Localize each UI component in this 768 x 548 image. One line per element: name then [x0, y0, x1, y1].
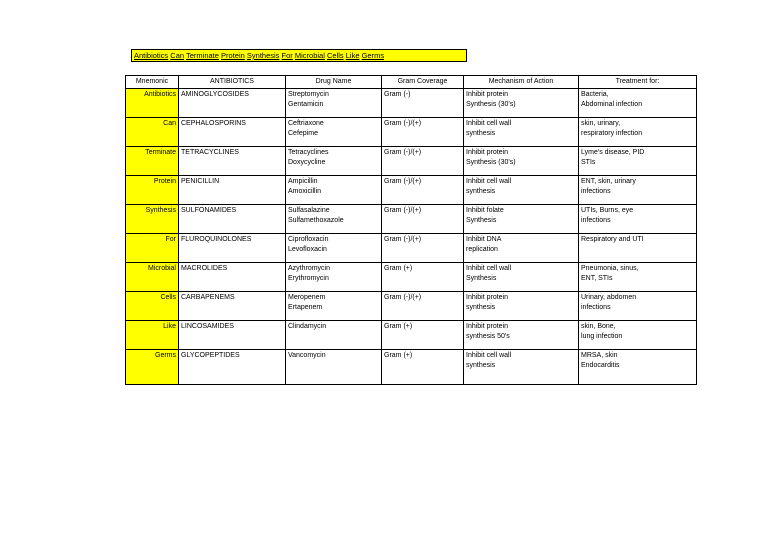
header-antibiotics: ANTIBIOTICS — [179, 76, 286, 89]
mechanism-cell — [464, 205, 579, 234]
gram-coverage-cell-text: Gram (-)/(+) — [384, 294, 422, 301]
treatment-cell — [579, 147, 697, 176]
title-word: Terminate — [186, 51, 219, 60]
antibiotic-class-cell — [179, 147, 286, 176]
gram-coverage-cell-text: Gram (+) — [384, 352, 413, 359]
antibiotic-class-cell — [179, 234, 286, 263]
mnemonic-cell-text: Can — [163, 120, 176, 127]
treatment-cell — [579, 263, 697, 292]
mechanism-cell-text: Inhibit cell wall — [466, 265, 512, 272]
treatment-cell-text: infections — [581, 303, 611, 311]
mechanism-cell-text: synthesis — [466, 187, 496, 195]
header-gram-coverage: Gram Coverage — [382, 76, 464, 89]
table-row — [126, 176, 697, 205]
mnemonic-cell — [126, 234, 179, 263]
antibiotic-class-cell — [179, 321, 286, 350]
mnemonic-cell-text: Protein — [153, 178, 176, 185]
antibiotics-table — [125, 75, 697, 385]
title-word: Cells — [326, 51, 344, 60]
mechanism-cell-text: Synthesis — [466, 274, 497, 282]
table-row — [126, 89, 697, 118]
antibiotic-class-cell-text: LINCOSAMIDES — [181, 323, 234, 330]
drug-name-cell-text: Clindamycin — [288, 323, 327, 330]
mechanism-cell-text: synthesis 50's — [466, 332, 510, 340]
antibiotic-class-cell — [179, 118, 286, 147]
mnemonic-cell — [126, 292, 179, 321]
gram-coverage-cell-text: Gram (-)/(+) — [384, 178, 422, 185]
title-word: Antibiotics — [134, 51, 169, 60]
drug-name-cell — [286, 350, 382, 385]
treatment-cell — [579, 205, 697, 234]
mechanism-cell-text: Inhibit cell wall — [466, 178, 512, 185]
table-row — [126, 118, 697, 147]
drug-name-cell — [286, 176, 382, 205]
table-header-row — [126, 76, 697, 89]
mechanism-cell-text: Inhibit protein — [466, 149, 509, 156]
document-title — [131, 49, 467, 62]
gram-coverage-cell-text: Gram (+) — [384, 323, 413, 330]
title-word: Protein — [221, 51, 245, 60]
antibiotic-class-cell-text: GLYCOPEPTIDES — [181, 352, 240, 359]
table-row — [126, 292, 697, 321]
gram-coverage-cell — [382, 292, 464, 321]
drug-name-cell — [286, 234, 382, 263]
mechanism-cell — [464, 263, 579, 292]
drug-name-cell-text: Sulfasalazine — [288, 207, 330, 214]
treatment-cell-text: MRSA, skin — [581, 352, 618, 359]
header-mechanism: Mechanism of Action — [464, 76, 579, 89]
mnemonic-cell — [126, 263, 179, 292]
title-word: Like — [345, 51, 360, 60]
table-row — [126, 350, 697, 385]
antibiotic-class-cell-text: CARBAPENEMS — [181, 294, 235, 301]
mechanism-cell-text: Synthesis — [466, 216, 497, 224]
mechanism-cell — [464, 321, 579, 350]
antibiotic-class-cell-text: MACROLIDES — [181, 265, 228, 272]
gram-coverage-cell — [382, 321, 464, 350]
drug-name-cell-text: Vancomycin — [288, 352, 326, 359]
treatment-cell — [579, 89, 697, 118]
mechanism-cell-text: Synthesis (30's) — [466, 158, 516, 166]
mechanism-cell-text: Inhibit folate — [466, 207, 504, 214]
gram-coverage-cell-text: Gram (+) — [384, 265, 413, 272]
drug-name-cell-text: Cefepime — [288, 129, 318, 137]
mnemonic-cell — [126, 147, 179, 176]
title-word: Germs — [361, 51, 385, 60]
mechanism-cell-text: Inhibit protein — [466, 323, 509, 330]
mechanism-cell-text: replication — [466, 245, 498, 253]
treatment-cell — [579, 118, 697, 147]
treatment-cell — [579, 321, 697, 350]
mnemonic-cell-text: Like — [163, 323, 176, 330]
drug-name-cell-text: Meropenem — [288, 294, 326, 301]
mechanism-cell-text: synthesis — [466, 303, 496, 311]
mechanism-cell — [464, 147, 579, 176]
header-mnemonic: Mnemonic — [126, 76, 179, 89]
table-row — [126, 147, 697, 176]
treatment-cell-text: Endocarditis — [581, 361, 620, 369]
drug-name-cell-text: Levofloxacin — [288, 245, 327, 253]
mechanism-cell — [464, 292, 579, 321]
gram-coverage-cell-text: Gram (-)/(+) — [384, 207, 422, 214]
antibiotic-class-cell-text: AMINOGLYCOSIDES — [181, 91, 249, 98]
mnemonic-cell — [126, 176, 179, 205]
mnemonic-cell-text: Antibiotics — [144, 91, 176, 98]
title-word: Can — [170, 51, 185, 60]
header-treatment: Treatment for: — [579, 76, 697, 89]
drug-name-cell-text: Sulfamethoxazole — [288, 216, 344, 224]
mnemonic-cell-text: Terminate — [145, 149, 176, 156]
mechanism-cell-text: Inhibit cell wall — [466, 352, 512, 359]
antibiotic-class-cell-text: FLUROQUINOLONES — [181, 236, 252, 243]
treatment-cell-text: ENT, skin, urinary — [581, 178, 636, 185]
antibiotic-class-cell — [179, 350, 286, 385]
mnemonic-cell-text: Synthesis — [145, 207, 176, 214]
drug-name-cell-text: Amoxicillin — [288, 187, 322, 195]
mechanism-cell — [464, 234, 579, 263]
drug-name-cell-text: Tetracyclines — [288, 149, 329, 156]
treatment-cell-text: infections — [581, 187, 611, 195]
gram-coverage-cell — [382, 205, 464, 234]
gram-coverage-cell-text: Gram (-) — [384, 91, 411, 98]
antibiotic-class-cell-text: PENICILLIN — [181, 178, 220, 185]
gram-coverage-cell — [382, 263, 464, 292]
gram-coverage-cell — [382, 147, 464, 176]
mechanism-cell — [464, 118, 579, 147]
drug-name-cell — [286, 89, 382, 118]
title-word: For — [281, 51, 293, 60]
antibiotic-class-cell-text: CEPHALOSPORINS — [181, 120, 246, 127]
drug-name-cell-text: Ciprofloxacin — [288, 236, 329, 243]
drug-name-cell — [286, 205, 382, 234]
drug-name-cell-text: Gentamicin — [288, 100, 324, 108]
mechanism-cell-text: synthesis — [466, 361, 496, 369]
antibiotic-class-cell-text: SULFONAMIDES — [181, 207, 237, 214]
gram-coverage-cell — [382, 234, 464, 263]
mnemonic-cell — [126, 89, 179, 118]
treatment-cell-text: Respiratory and UTI — [581, 236, 644, 243]
mnemonic-cell — [126, 350, 179, 385]
mnemonic-cell — [126, 118, 179, 147]
treatment-cell-text: lung infection — [581, 332, 623, 340]
drug-name-cell-text: Erythromycin — [288, 274, 329, 282]
gram-coverage-cell-text: Gram (-)/(+) — [384, 236, 422, 243]
mnemonic-cell — [126, 205, 179, 234]
mechanism-cell-text: Inhibit protein — [466, 294, 509, 301]
drug-name-cell-text: Ertapenem — [288, 303, 323, 311]
drug-name-cell — [286, 321, 382, 350]
gram-coverage-cell-text: Gram (-)/(+) — [384, 120, 422, 127]
table-row — [126, 321, 697, 350]
drug-name-cell — [286, 292, 382, 321]
mechanism-cell — [464, 176, 579, 205]
treatment-cell-text: Urinary, abdomen — [581, 294, 637, 301]
antibiotic-class-cell — [179, 89, 286, 118]
antibiotic-class-cell — [179, 263, 286, 292]
header-drug-name: Drug Name — [286, 76, 382, 89]
antibiotic-class-cell — [179, 292, 286, 321]
mechanism-cell — [464, 89, 579, 118]
mechanism-cell-text: Inhibit cell wall — [466, 120, 512, 127]
table-row — [126, 234, 697, 263]
table-row — [126, 263, 697, 292]
gram-coverage-cell — [382, 350, 464, 385]
antibiotic-class-cell — [179, 205, 286, 234]
mechanism-cell-text: Inhibit DNA — [466, 236, 502, 243]
table-row — [126, 205, 697, 234]
treatment-cell — [579, 292, 697, 321]
drug-name-cell-text: Streptomycin — [288, 91, 329, 98]
antibiotic-class-cell-text: TETRACYCLINES — [181, 149, 239, 156]
treatment-cell-text: Lyme's disease, PID — [581, 149, 645, 156]
drug-name-cell — [286, 147, 382, 176]
mechanism-cell-text: synthesis — [466, 129, 496, 137]
gram-coverage-cell — [382, 176, 464, 205]
drug-name-cell-text: Azythromycin — [288, 265, 331, 272]
gram-coverage-cell — [382, 89, 464, 118]
treatment-cell-text: infections — [581, 216, 611, 224]
treatment-cell-text: skin, Bone, — [581, 323, 616, 330]
drug-name-cell-text: Doxycycline — [288, 158, 326, 166]
mnemonic-cell-text: Cells — [160, 294, 176, 301]
treatment-cell-text: skin, urinary, — [581, 120, 621, 127]
drug-name-cell-text: Ceftriaxone — [288, 120, 324, 127]
gram-coverage-cell — [382, 118, 464, 147]
treatment-cell-text: Pneumonia, sinus, — [581, 265, 639, 272]
drug-name-cell-text: Ampicillin — [288, 178, 318, 185]
treatment-cell — [579, 176, 697, 205]
mnemonic-cell-text: Germs — [155, 352, 176, 359]
table-body — [126, 89, 697, 385]
mechanism-cell — [464, 350, 579, 385]
mnemonic-cell-text: Microbial — [147, 265, 176, 272]
drug-name-cell — [286, 118, 382, 147]
mnemonic-cell — [126, 321, 179, 350]
antibiotic-class-cell — [179, 176, 286, 205]
treatment-cell — [579, 350, 697, 385]
title-word: Synthesis — [246, 51, 280, 60]
mechanism-cell-text: Inhibit protein — [466, 91, 509, 98]
gram-coverage-cell-text: Gram (-)/(+) — [384, 149, 422, 156]
drug-name-cell — [286, 263, 382, 292]
mechanism-cell-text: Synthesis (30's) — [466, 100, 516, 108]
treatment-cell-text: STIs — [581, 158, 596, 166]
treatment-cell-text: respiratory infection — [581, 129, 643, 137]
treatment-cell — [579, 234, 697, 263]
title-word: Microbial — [294, 51, 325, 60]
mnemonic-cell-text: For — [165, 236, 176, 243]
treatment-cell-text: Abdominal infection — [581, 100, 643, 108]
treatment-cell-text: Bacteria, — [581, 91, 609, 98]
treatment-cell-text: ENT, STIs — [581, 274, 613, 282]
treatment-cell-text: UTIs, Burns, eye — [581, 207, 634, 214]
